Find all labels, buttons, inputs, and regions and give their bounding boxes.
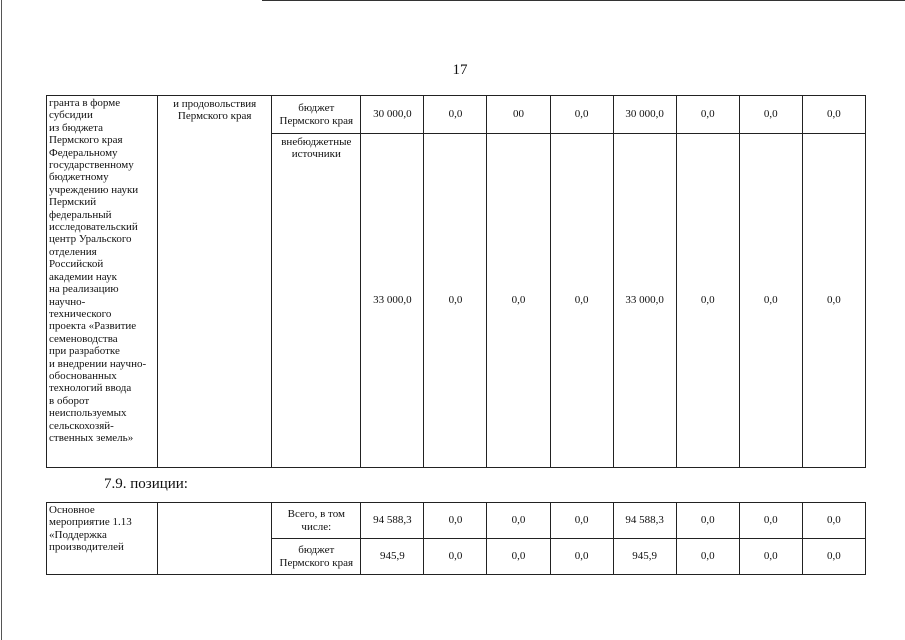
funding-source-cell: бюджет Пермского края [272, 96, 361, 134]
value-cell: 33 000,0 [361, 134, 424, 468]
value-cell: 0,0 [487, 134, 550, 468]
value-cell: 0,0 [739, 96, 802, 134]
value-cell: 00 [487, 96, 550, 134]
value-cell: 30 000,0 [613, 96, 676, 134]
measure-table [46, 502, 866, 575]
page-number: 17 [452, 62, 468, 78]
value-cell: 0,0 [424, 503, 487, 539]
executor-cell [158, 503, 272, 575]
funding-source-cell: Всего, в том числе: [272, 503, 361, 539]
value-cell: 0,0 [550, 503, 613, 539]
page-top-edge [262, 0, 905, 1]
value-cell: 0,0 [676, 503, 739, 539]
value-cell: 0,0 [739, 503, 802, 539]
value-cell: 945,9 [361, 539, 424, 575]
value-cell: 0,0 [676, 134, 739, 468]
value-cell: 0,0 [802, 96, 865, 134]
value-cell: 0,0 [739, 134, 802, 468]
table-row [47, 96, 866, 134]
value-cell: 0,0 [487, 539, 550, 575]
value-cell: 94 588,3 [361, 503, 424, 539]
value-cell: 0,0 [424, 539, 487, 575]
measure-name-cell: гранта в форме субсидии из бюджета Пермского края Федеральному государственному бюджетному учреждению науки Пермский федеральный исследовательский центр Уральского отделения Российской академии наук на реализацию научно- технического проекта «Развитие семеноводства при разработке и внедрении научно- обоснованных технологий ввода в оборот неиспользуемых сельскохозяй- ственных земель» [47, 96, 158, 468]
subsidy-table [46, 95, 866, 468]
value-cell: 0,0 [802, 503, 865, 539]
value-cell: 0,0 [802, 539, 865, 575]
value-cell: 0,0 [424, 134, 487, 468]
value-cell: 0,0 [739, 539, 802, 575]
executor-cell: и продовольствия Пермского края [158, 96, 272, 468]
value-cell: 0,0 [550, 539, 613, 575]
value-cell: 94 588,3 [613, 503, 676, 539]
table-row [47, 503, 866, 539]
value-cell: 0,0 [802, 134, 865, 468]
measure-name-cell: Основное мероприятие 1.13 «Поддержка производителей [47, 503, 158, 575]
page-left-edge [1, 0, 2, 640]
value-cell: 0,0 [676, 539, 739, 575]
value-cell: 0,0 [676, 96, 739, 134]
section-label: 7.9. позиции: [104, 476, 188, 492]
value-cell: 0,0 [550, 134, 613, 468]
value-cell: 33 000,0 [613, 134, 676, 468]
funding-source-cell: бюджет Пермского края [272, 539, 361, 575]
value-cell: 30 000,0 [361, 96, 424, 134]
value-cell: 0,0 [550, 96, 613, 134]
value-cell: 0,0 [487, 503, 550, 539]
value-cell: 0,0 [424, 96, 487, 134]
value-cell: 945,9 [613, 539, 676, 575]
funding-source-cell: внебюджетные источники [272, 134, 361, 468]
